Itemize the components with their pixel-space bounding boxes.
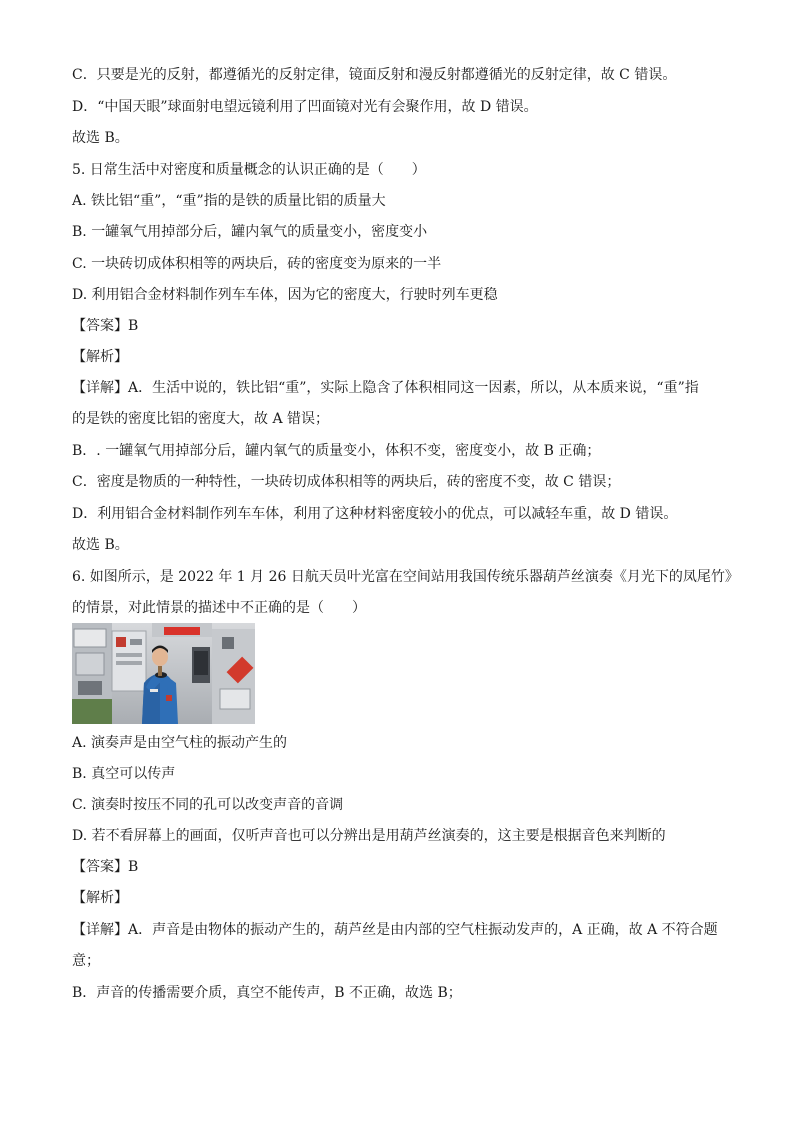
answer-label: 【答案】B bbox=[72, 318, 139, 334]
text-line: B．. 一罐氧气用掉部分后，罐内氧气的质量变小，体积不变，密度变小，故 B 正确； bbox=[72, 443, 601, 459]
space-station-photo bbox=[72, 623, 255, 724]
text-line: 意； bbox=[72, 953, 100, 969]
text-line: 的情景，对此情景的描述中不正确的是（ ） bbox=[72, 600, 366, 616]
text-line: 的是铁的密度比铝的密度大，故 A 错误； bbox=[72, 411, 330, 427]
question-6-option-d: D. 若不看屏幕上的画面，仅听声音也可以分辨出是用葫芦丝演奏的，这主要是根据音色来判断的 bbox=[72, 828, 666, 844]
text-line: 【详解】A．声音是由物体的振动产生的，葫芦丝是由内部的空气柱振动发声的，A 正确，故 A 不符合题 bbox=[72, 922, 718, 938]
question-5-stem: 5. 日常生活中对密度和质量概念的认识正确的是（ ） bbox=[72, 162, 426, 178]
text-line: 故选 B。 bbox=[72, 130, 129, 146]
text-line: D．利用铝合金材料制作列车车体，利用了这种材料密度较小的优点，可以减轻车重，故 D 错误。 bbox=[72, 506, 678, 522]
answer-label: 【答案】B bbox=[72, 859, 139, 875]
question-6-option-c: C. 演奏时按压不同的孔可以改变声音的音调 bbox=[72, 797, 344, 813]
analysis-label: 【解析】 bbox=[72, 890, 128, 906]
question-5-option-d: D. 利用铝合金材料制作列车车体，因为它的密度大，行驶时列车更稳 bbox=[72, 287, 498, 303]
text-line: 【详解】A．生活中说的，铁比铝“重”，实际上隐含了体积相同这一因素，所以，从本质来说，“重”指 bbox=[72, 380, 699, 396]
question-6-option-b: B. 真空可以传声 bbox=[72, 766, 176, 782]
text-line: D．“中国天眼”球面射电望远镜利用了凹面镜对光有会聚作用，故 D 错误。 bbox=[72, 99, 538, 115]
text-line: 故选 B。 bbox=[72, 537, 129, 553]
question-6-option-a: A. 演奏声是由空气柱的振动产生的 bbox=[72, 735, 288, 751]
question-6-stem: 6. 如图所示，是 2022 年 1 月 26 日航天员叶光富在空间站用我国传统乐器葫芦丝演奏《月光下的凤尾竹》 bbox=[72, 569, 739, 585]
text-line: C．只要是光的反射，都遵循光的反射定律，镜面反射和漫反射都遵循光的反射定律，故 C 错误。 bbox=[72, 67, 677, 83]
text-line: C．密度是物质的一种特性，一块砖切成体积相等的两块后，砖的密度不变，故 C 错误； bbox=[72, 474, 621, 490]
text-line: B．声音的传播需要介质，真空不能传声，B 不正确，故选 B； bbox=[72, 985, 462, 1001]
analysis-label: 【解析】 bbox=[72, 349, 128, 365]
question-5-option-c: C. 一块砖切成体积相等的两块后，砖的密度变为原来的一半 bbox=[72, 256, 442, 272]
astronaut-playing-hulusi-illustration bbox=[72, 623, 255, 724]
question-5-option-b: B. 一罐氧气用掉部分后，罐内氧气的质量变小，密度变小 bbox=[72, 224, 428, 240]
question-5-option-a: A. 铁比铝“重”，“重”指的是铁的质量比铝的质量大 bbox=[72, 193, 386, 209]
